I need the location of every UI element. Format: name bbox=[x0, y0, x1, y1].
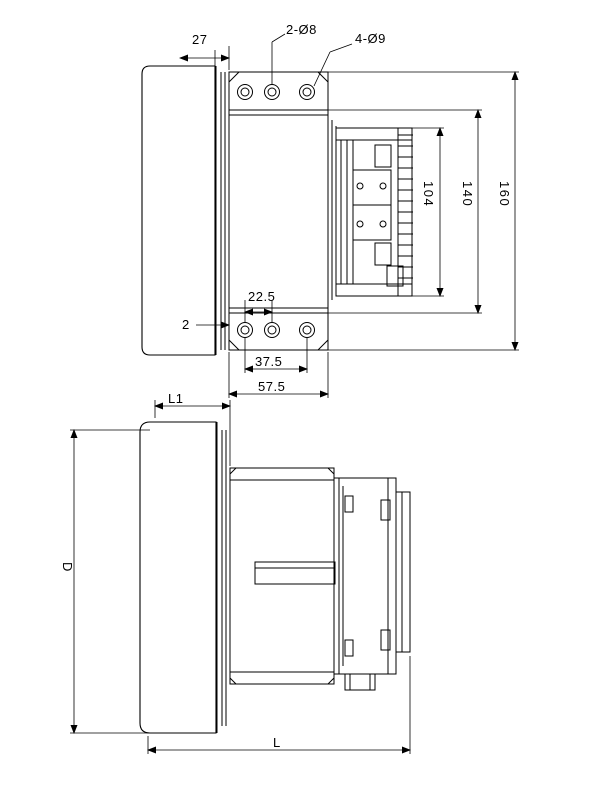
dimension-label-22-5: 22.5 bbox=[248, 289, 276, 304]
dimension-label-57-5: 57.5 bbox=[258, 379, 286, 394]
dimension-label-d: D bbox=[60, 562, 75, 573]
dimension-label-37-5: 37.5 bbox=[255, 354, 283, 369]
dimension-label-2-d8: 2-Ø8 bbox=[286, 22, 317, 37]
dimension-label-160: 160 bbox=[497, 181, 512, 208]
dimension-label-2: 2 bbox=[182, 317, 190, 332]
dimension-label-l1: L1 bbox=[168, 391, 184, 406]
dimension-label-140: 140 bbox=[460, 181, 475, 208]
dimension-label-27: 27 bbox=[192, 32, 208, 47]
dimension-label-104: 104 bbox=[421, 181, 436, 208]
dimension-label-l: L bbox=[273, 735, 281, 750]
dimension-label-4-d9: 4-Ø9 bbox=[355, 31, 386, 46]
